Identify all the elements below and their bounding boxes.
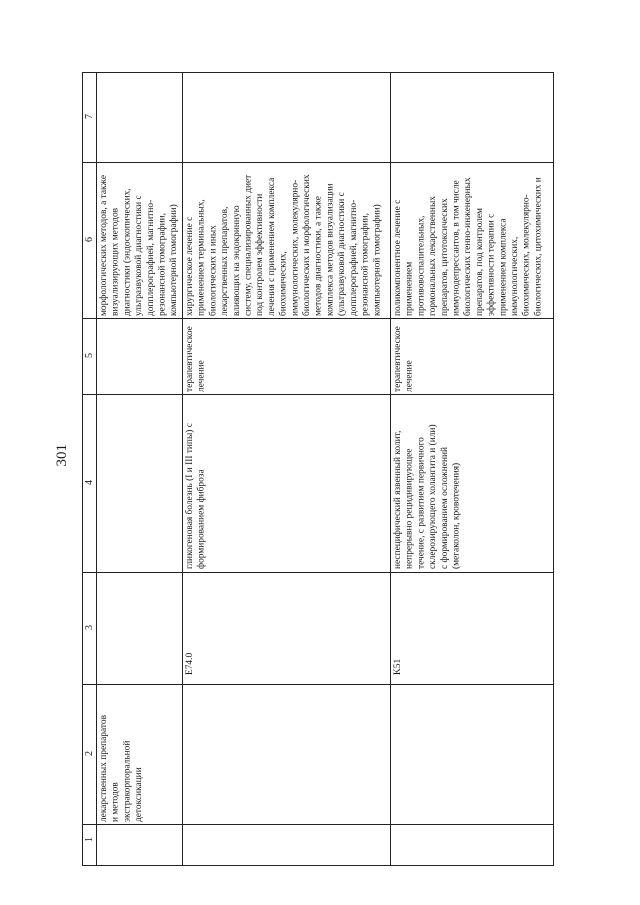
data-table (82, 72, 554, 866)
header-col-7: 7 (84, 114, 95, 120)
row2-col5: терапевтическое лечение (185, 326, 207, 392)
col-separator (82, 318, 554, 319)
header-col-3: 3 (84, 625, 95, 631)
row-separator (390, 72, 391, 866)
row2-col4: гликогеновая болезнь (I и III типы) с формированием фиброза (185, 423, 207, 569)
row3-col3: K51 (393, 658, 403, 675)
row3-col4: неспецифический язвенный колит, непрерывно рецидивирующее течение, с развитием первичного склерозирующего холангита и (или) с формированием осложнений (мегаколон, кровотечения) (393, 424, 462, 569)
header-col-2: 2 (84, 751, 95, 757)
header-col-6: 6 (84, 237, 95, 243)
col-separator (82, 162, 554, 163)
row2-col3: E74.0 (185, 652, 195, 675)
col-separator (82, 824, 554, 825)
page-number: 301 (54, 444, 70, 467)
row1-col6: морфологических методов, а также визуализирующих методов диагностики (эндоскопических, ультразвуковой диагностики с допплерографией, магнитно- резонансной томографии, компьютерной томографии) (99, 174, 180, 316)
col-separator (82, 684, 554, 685)
row1-col2: лекарственных препаратов и методов экстракорпоральной детоксикации (99, 715, 145, 822)
row3-col6: поликомпонентное лечение с применением противовоспалительных, гормональных лекарственных препаратов, цитотоксических иммунодепрессантов, в том числе биологических генно-инженерных препаратов, под контролем эффективности терапии с применением комплекса иммунологических, биохимических, молекулярно- биологических, цитохимических и (393, 177, 544, 316)
col-separator (82, 394, 554, 395)
row-separator (182, 72, 183, 866)
header-col-5: 5 (84, 353, 95, 359)
header-col-4: 4 (84, 480, 95, 486)
header-col-1: 1 (84, 837, 95, 843)
col-separator (82, 572, 554, 573)
header-separator (96, 72, 97, 866)
row2-col6: хирургическое лечение с применением терминальных, биологических и иных лекарственных препаратов, влияющих на эндокринную систему, специализированных диет под контролем эффективности лечения с применением комплекса биохимических, иммунологических, молекулярно- биологических и морфологических методов диагностики, а также комплекса методов визуализации (ультразвуковой диагностики с допплерографией, магнитно- резонансной томографии, компьютерной томографии) (185, 174, 383, 316)
row3-col5: терапевтическое лечение (393, 326, 415, 392)
